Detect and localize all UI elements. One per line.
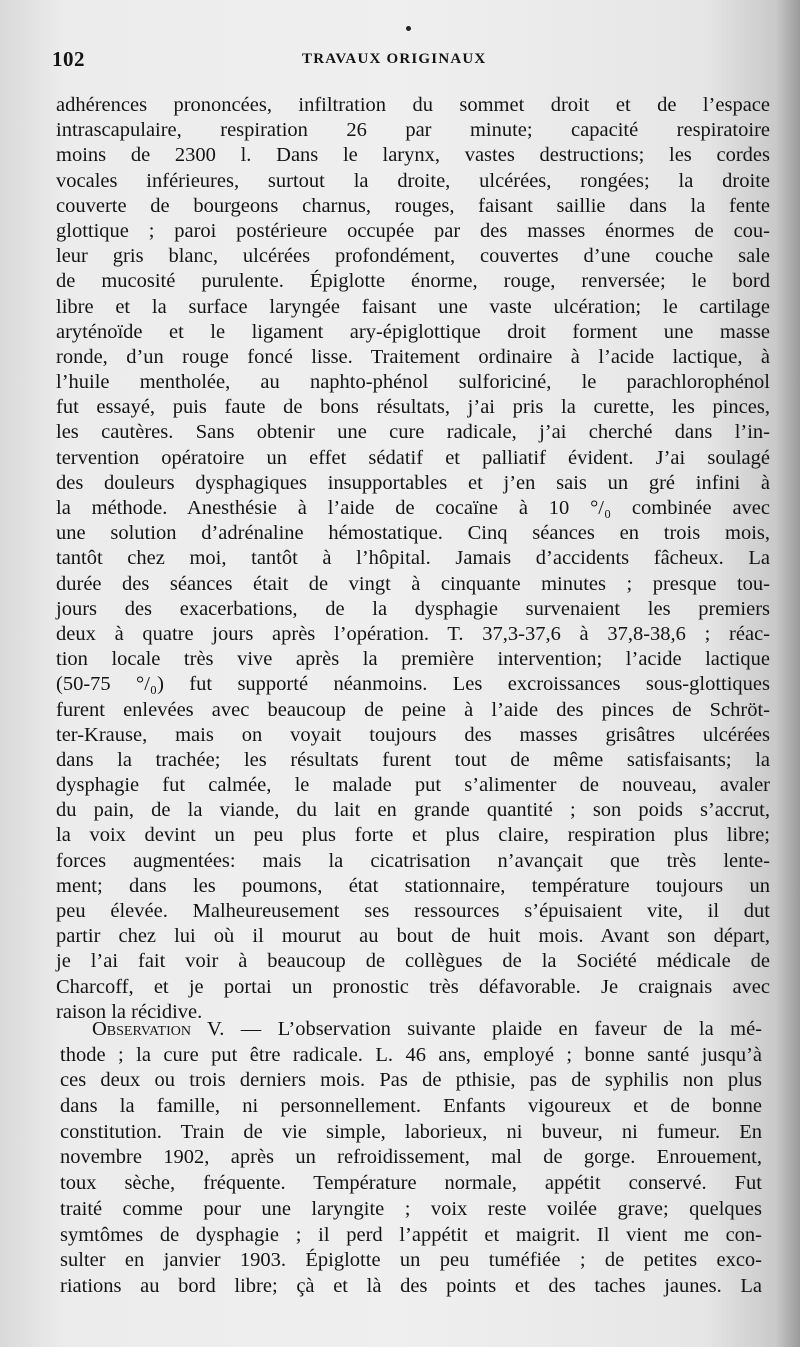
- observation-line: thode ; la cure put être radicale. L. 46 ans, employé ; bonne santé jusqu’à: [60, 1043, 762, 1066]
- text-line: jours des exacerbations, de la dysphagie survenaient les premiers: [56, 597, 770, 620]
- observation-line: toux sèche, fréquente. Température normale, appétit conservé. Fut: [60, 1172, 762, 1195]
- text-line: intrascapulaire, respiration 26 par minute; capacité respiratoire: [56, 119, 770, 142]
- text-line: l’huile mentholée, au naphto-phénol sulforiciné, le parachlorophénol: [56, 371, 770, 394]
- observation-line: ces deux ou trois derniers mois. Pas de pthisie, pas de syphilis non plus: [60, 1069, 762, 1092]
- text-line: vocales inférieures, surtout la droite, ulcérées, rongées; la droite: [56, 169, 770, 192]
- text-line: Charcoff, et je portai un pronostic très défavorable. Je craignais avec: [56, 975, 770, 998]
- text-line: glottique ; paroi postérieure occupée par des masses énormes de cou-: [56, 219, 770, 242]
- text-line: partir chez lui où il mourut au bout de huit mois. Avant son départ,: [56, 925, 770, 948]
- observation-line: constitution. Train de vie simple, laborieux, ni buveur, ni fumeur. En: [60, 1120, 762, 1143]
- text-line: je l’ai fait voir à beaucoup de collègues de la Société médicale de: [56, 950, 770, 973]
- text-line: libre et la surface laryngée faisant une vaste ulcération; le cartilage: [56, 295, 770, 318]
- text-line: deux à quatre jours après l’opération. T. 37,3-37,6 à 37,8-38,6 ; réac-: [56, 622, 770, 645]
- observation-paragraph: [60, 1017, 762, 1300]
- text-line: tion locale très vive après la première intervention; l’acide lactique: [56, 648, 770, 671]
- page-number: 102: [52, 47, 85, 71]
- text-line: la voix devint un peu plus forte et plus claire, respiration plus libre;: [56, 824, 770, 847]
- text-line: durée des séances était de vingt à cinquante minutes ; presque tou-: [56, 572, 770, 595]
- text-line: tantôt chez moi, tantôt à l’hôpital. Jamais d’accidents fâcheux. La: [56, 547, 770, 570]
- observation-line: dans la famille, ni personnellement. Enfants vigoureux et de bonne: [60, 1095, 762, 1118]
- text-line: la méthode. Anesthésie à l’aide de cocaïne à 10 °/₀ combinée avec: [56, 497, 770, 519]
- text-line: raison la récidive.: [56, 1000, 203, 1023]
- text-line: fut essayé, puis faute de bons résultats, j’ai pris la curette, les pinces,: [56, 396, 770, 419]
- observation-first-line: [60, 1017, 762, 1043]
- text-line: des douleurs dysphagiques insupportables et j’en sais un gré infini à: [56, 471, 770, 494]
- text-line: moins de 2300 l. Dans le larynx, vastes destructions; les cordes: [56, 144, 770, 167]
- text-line: ment; dans les poumons, état stationnaire, température toujours un: [56, 874, 770, 897]
- text-line: les cautères. Sans obtenir une cure radicale, j’ai cherché dans l’in-: [56, 421, 770, 444]
- text-line: ter-Krause, mais on voyait toujours des masses grisâtres ulcérées: [56, 723, 770, 746]
- text-line: du pain, de la viande, du lait en grande quantité ; son poids s’accrut,: [56, 799, 770, 822]
- ink-dot: [406, 26, 411, 31]
- text-line: adhérences prononcées, infiltration du sommet droit et de l’espace: [56, 94, 770, 116]
- text-line: dans la trachée; les résultats furent tout de même satisfaisants; la: [56, 748, 770, 771]
- observation-label: Observation V.: [92, 1018, 225, 1040]
- page-header: [52, 47, 772, 73]
- text-line: peu élevée. Malheureusement ses ressources s’épuisaient vite, il dut: [56, 900, 770, 922]
- text-line: de mucosité purulente. Épiglotte énorme, rouge, renversée; le bord: [56, 270, 770, 293]
- observation-line: symtômes de dysphagie ; il perd l’appétit et maigrit. Il vient me con-: [60, 1223, 762, 1246]
- text-line: couverte de bourgeons charnus, rouges, faisant saillie dans la fente: [56, 194, 770, 217]
- running-title: TRAVAUX ORIGINAUX: [302, 51, 487, 67]
- observation-line: — L’observation suivante plaide en faveur de la mé-: [224, 1018, 762, 1040]
- text-line: (50-75 °/₀) fut supporté néanmoins. Les excroissances sous-glottiques: [56, 673, 770, 696]
- text-line: leur gris blanc, ulcérées profondément, couvertes d’une couche sale: [56, 245, 770, 268]
- body-text: [56, 93, 770, 1025]
- text-line: tervention opératoire un effet sédatif et palliatif évident. J’ai soulagé: [56, 446, 770, 469]
- text-line: une solution d’adrénaline hémostatique. Cinq séances en trois mois,: [56, 522, 770, 545]
- text-line: aryténoïde et le ligament ary-épiglottique droit forment une masse: [56, 320, 770, 343]
- text-line: dysphagie fut calmée, le malade put s’alimenter de nouveau, avaler: [56, 774, 770, 797]
- observation-line: sulter en janvier 1903. Épiglotte un peu tuméfiée ; de petites exco-: [60, 1249, 762, 1272]
- observation-line: novembre 1902, après un refroidissement, mal de gorge. Enrouement,: [60, 1146, 762, 1169]
- text-line: forces augmentées: mais la cicatrisation n’avançait que très lente-: [56, 849, 770, 872]
- text-line: furent enlevées avec beaucoup de peine à l’aide des pinces de Schröt-: [56, 698, 770, 721]
- observation-line: riations au bord libre; çà et là des points et des taches jaunes. La: [60, 1274, 762, 1297]
- text-line: ronde, d’un rouge foncé lisse. Traitement ordinaire à l’acide lactique, à: [56, 345, 770, 368]
- observation-line: traité comme pour une laryngite ; voix reste voilée grave; quelques: [60, 1197, 762, 1220]
